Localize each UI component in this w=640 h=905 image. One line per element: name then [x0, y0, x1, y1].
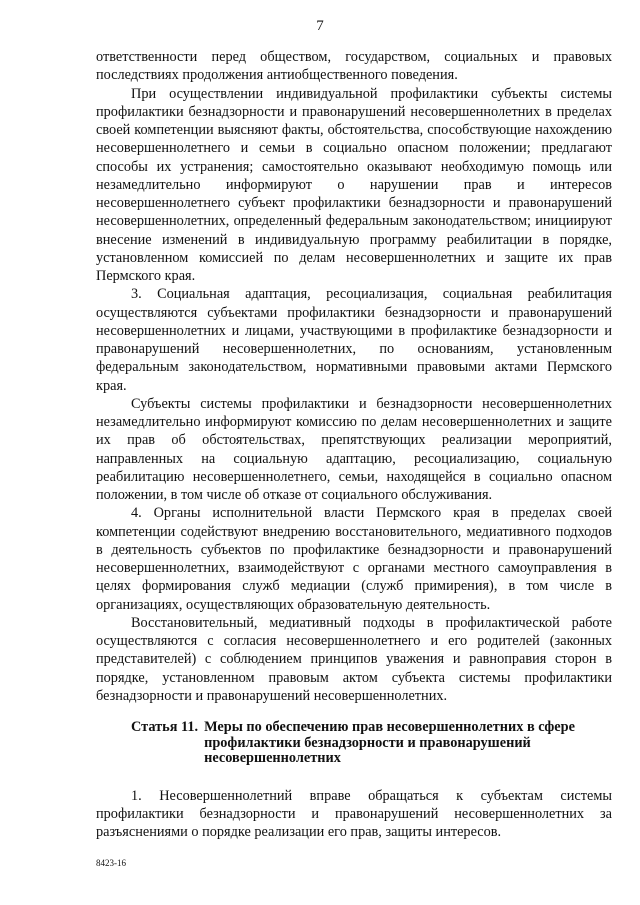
paragraph-item-4: 4. Органы исполнительной власти Пермского края в пределах своей компетенции содействуют внедрению восстановительного, медиативного подходов в деятельность субъектов по профилактике безнадзорности и правонарушений несовершеннолетних, взаимодействуют с органами местного самоуправления в целях формирования служб медиации (служб примирения), в том числе в организациях, осуществляющих образовательную деятельность. [96, 505, 612, 613]
paragraph-individual-prevention: При осуществлении индивидуальной профилактики субъекты системы профилактики безнадзорности и правонарушений несовершеннолетних в пределах своей компетенции выясняют факты, обстоятельства, способствующие нахождению несовершеннолетнего и семьи в социально опасном положении; предлагают способы их устранения; самостоятельно оказывают необходимую помощь или незамедлительно информируют о нарушении прав и интересов несовершеннолетнего субъект профилактики безнадзорности и правонарушений несовершеннолетних, определенный федеральным законодательством; инициируют внесение изменений в индивидуальную программу реабилитации в порядке, установленном комиссией по делам несовершеннолетних и защите их прав Пермского края. [96, 85, 612, 284]
paragraph-subjects-inform: Субъекты системы профилактики и безнадзорности несовершеннолетних незамедлительно информируют комиссию по делам несовершеннолетних и защите их прав об обстоятельствах, препятствующих реализации мероприятий, направленных на социальную адаптацию, ресоциализацию, социальную реабилитацию несовершеннолетнего, семьи, находящейся в социально опасном положении, в том числе об отказе от социального обслуживания. [96, 395, 612, 503]
article-title: Меры по обеспечению прав несовершеннолетних в сфере профилактики безнадзорности и правонарушений несовершеннолетних [204, 719, 575, 766]
paragraph-article-11-item-1: 1. Несовершеннолетний вправе обращаться к субъектам системы профилактики безнадзорности и правонарушений несовершеннолетних за разъяснениями о порядке реализации его прав, защиты интересов. [96, 787, 612, 840]
paragraph-item-3: 3. Социальная адаптация, ресоциализация, социальная реабилитация осуществляются субъектами профилактики безнадзорности и правонарушений несовершеннолетних и лицами, участвующими в профилактике безнадзорности и правонарушений несовершеннолетних, по основаниям, установленным федеральным законодательством, нормативными правовыми актами Пермского края. [96, 286, 612, 394]
page-number: 7 [316, 18, 324, 34]
article-heading [131, 720, 612, 767]
footer-document-code: 8423-16 [96, 858, 126, 868]
paragraph-mediation: Восстановительный, медиативный подходы в профилактической работе осуществляются с согласия несовершеннолетнего и его родителей (законных представителей) с соблюдением принципов уважения и равноправия сторон в порядке, установленном правовым актом субъекта системы профилактики безнадзорности и правонарушений несовершеннолетних. [96, 614, 612, 704]
paragraph-continuation: ответственности перед обществом, государством, социальных и правовых последствиях продолжения антиобщественного поведения. [96, 49, 612, 84]
article-label: Статья 11. [131, 719, 199, 735]
document-body [96, 48, 612, 841]
